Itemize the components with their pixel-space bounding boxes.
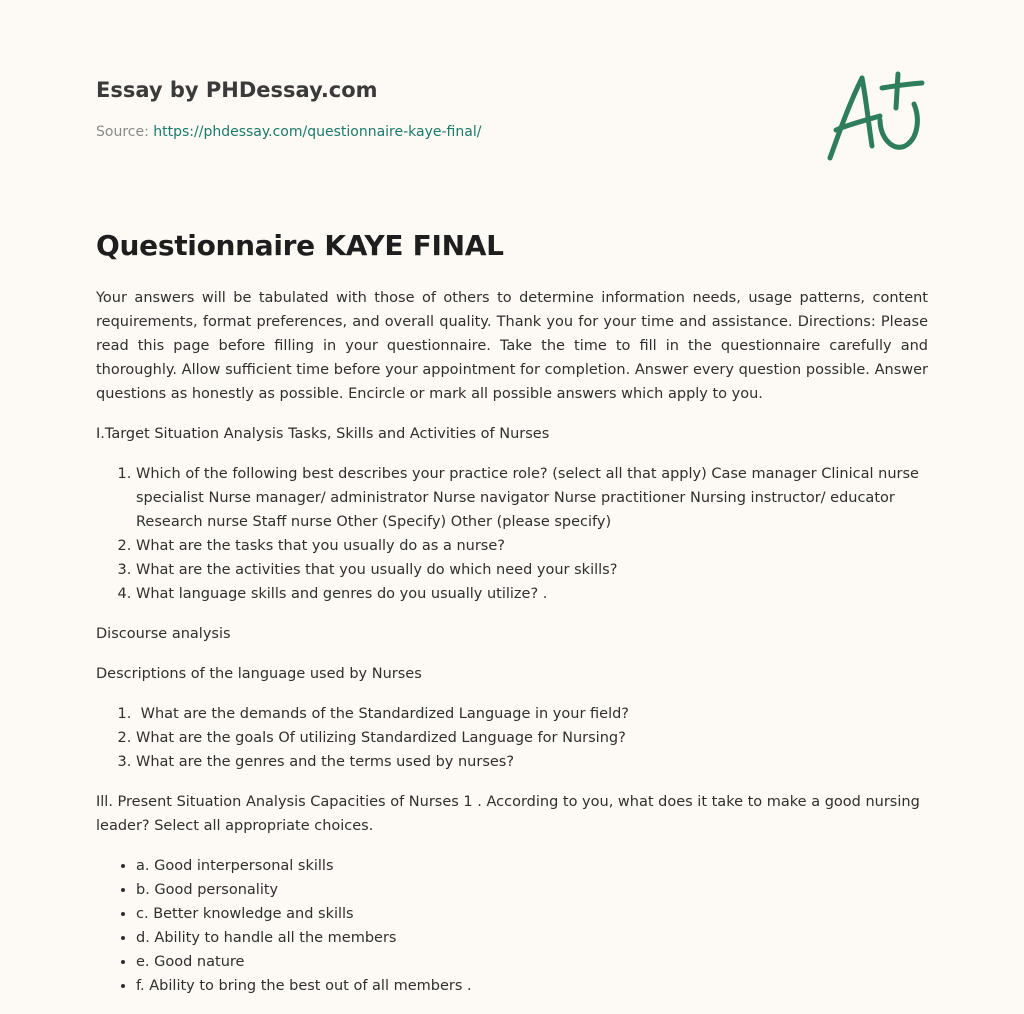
source-line xyxy=(96,123,796,141)
list-item: • c. Better knowledge and skills xyxy=(136,902,928,926)
intro-paragraph: Your answers will be tabulated with those of others to determine information needs, usage patterns, content requirements, format preferences, and overall quality. Thank you for your time and assistance. Directions: Please read this page before filling in your questionnaire. Take the time to fill in the questionnaire carefully and thoroughly. Allow sufficient time before your appointment for completion. Answer every question possible. Answer questions as honestly as possible. Encircle or mark all possible answers which apply to you. xyxy=(96,290,928,402)
list-item: 4. What language skills and genres do you usually utilize? . xyxy=(136,582,928,606)
list-item: • d. Ability to handle all the members xyxy=(136,926,928,950)
section3-list xyxy=(96,854,928,998)
section1-heading: I.Target Situation Analysis Tasks, Skills and Activities of Nurses xyxy=(96,426,550,442)
list-item: • a. Good interpersonal skills xyxy=(136,854,928,878)
document-body xyxy=(96,228,928,1014)
list-item: 1. Which of the following best describes your practice role? (select all that apply) Case manager Clinical nurse specialist Nurse manager/ administrator Nurse navigator Nurse practitioner Nursing instructor/ educator Research nurse Staff nurse Other (Specify) Other (please specify) xyxy=(136,462,928,534)
section3-paragraph: Ill. Present Situation Analysis Capacities of Nurses 1 . According to you, what does it take to make a good nursing leader? Select all appropriate choices. xyxy=(96,794,920,834)
document-title: Questionnaire KAYE FINAL xyxy=(96,229,504,262)
list-item: 2. What are the goals Of utilizing Standardized Language for Nursing? xyxy=(136,726,928,750)
list-item: 2. What are the tasks that you usually do as a nurse? xyxy=(136,534,928,558)
source-link[interactable]: https://phdessay.com/questionnaire-kaye-final/ xyxy=(153,124,482,140)
source-label: Source: xyxy=(96,124,154,140)
a-plus-grade-icon xyxy=(822,68,928,164)
page-header xyxy=(96,78,796,141)
list-item: 1. What are the demands of the Standardized Language in your field? xyxy=(136,702,928,726)
section2-list xyxy=(96,702,928,774)
site-title: Essay by PHDessay.com xyxy=(96,78,378,102)
list-item: • b. Good personality xyxy=(136,878,928,902)
list-item: 3. What are the genres and the terms used by nurses? xyxy=(136,750,928,774)
list-item: • e. Good nature xyxy=(136,950,928,974)
discourse-heading: Discourse analysis xyxy=(96,626,231,642)
descriptions-heading: Descriptions of the language used by Nurses xyxy=(96,666,422,682)
list-item: • f. Ability to bring the best out of all members . xyxy=(136,974,928,998)
list-item: 3. What are the activities that you usually do which need your skills? xyxy=(136,558,928,582)
section1-list xyxy=(96,462,928,606)
